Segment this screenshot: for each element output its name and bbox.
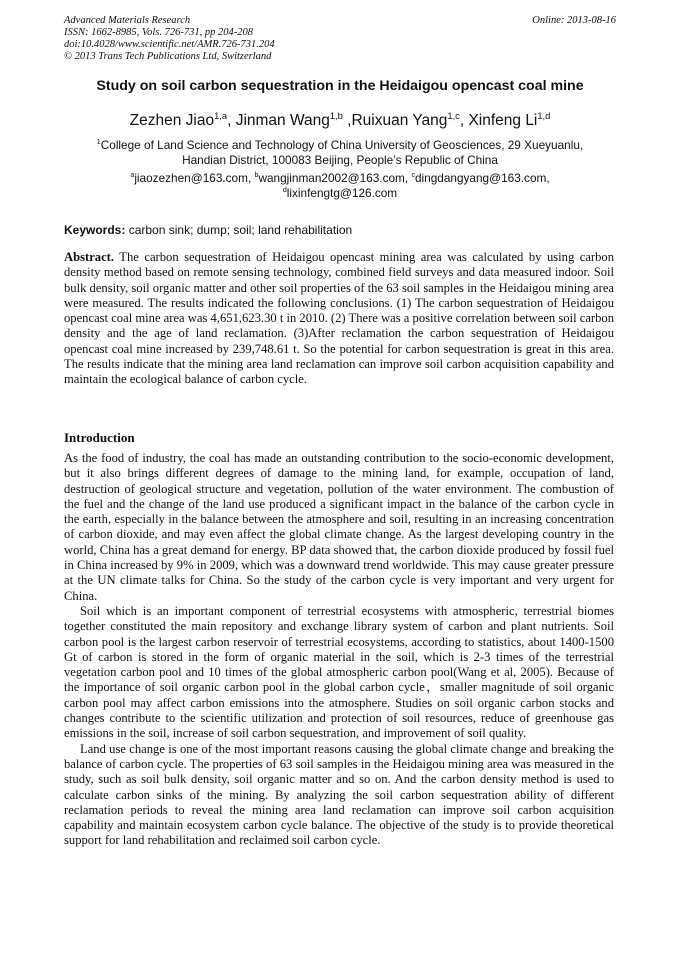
affiliation: $^1$College of Land Science and Technology of China University of Geosciences, 29 Xueyuanlu, Handian District, 100083 Beijing, People’s Republic of China: [96, 138, 584, 167]
email: $^b$wangjinman2002@163.com,: [254, 171, 412, 185]
copyright-line: © 2013 Trans Tech Publications Ltd, Switzerland: [64, 51, 272, 62]
introduction-body: [64, 451, 614, 849]
introduction-heading: Introduction: [64, 430, 135, 445]
author: Jinman Wang$^{1,b}$ ,: [235, 110, 352, 129]
abstract-label: Abstract.: [64, 250, 115, 264]
author: Ruixuan Yang$^{1,c}$,: [351, 110, 469, 129]
journal-name: Advanced Materials Research: [64, 15, 191, 26]
abstract-text: The carbon sequestration of Heidaigou opencast mining area was calculated by using carbon density method based on remote sensing technology, combined field surveys and data measured indoor. Soil bulk density, soil organic matter and other soil properties of the 63 soil samples in the Heidaigou mining area were measured. The results indicated the following conclusions. (1) The carbon sequestration of Heidaigou opencast coal mine area was 4,651,623.30 t in 2010. (2) There was a positive correlation between soil carbon density and the age of land reclamation. (3)After reclamation the carbon sequestration of Heidaigou opencast coal mine increased by 239,748.61 t. So the potential for carbon sequestration is great in this area. The results indicate that the mining area land reclamation can improve soil carbon acquisition capability and maintain the ecological balance of carbon cycle.: [64, 250, 614, 387]
issn-line: ISSN: 1662-8985, Vols. 726-731, pp 204-208: [64, 27, 253, 38]
paper-title: Study on soil carbon sequestration in the Heidaigou opencast coal mine: [96, 78, 584, 94]
author: Zezhen Jiao$^{1,a}$,: [129, 110, 236, 129]
author-list: [64, 112, 616, 130]
keywords-label: Keywords:: [64, 223, 126, 237]
paragraph: Soil which is an important component of terrestrial ecosystems with atmospheric, terrestrial biomes together constituted the main repository and exchange library system of carbon and plant nutrients. Soil carbon pool is the largest carbon reservoir of terrestrial ecosystems, according to statistics, about 1400-1500 Gt of carbon is stored in the form of organic material in the soil, which is 2-3 times of the terrestrial vegetation carbon pool and 10 times of the global atmospheric carbon pool(Wang et al, 2005). Because of the importance of soil organic carbon pool in the global carbon cycle，smaller magnitude of soil organic carbon pool may affect carbon emissions into the atmosphere. Studies on soil organic carbon stocks and changes contribute to the scientific utilization and protection of soil resources, reduce of greenhouse gas emissions in the soil, increase of soil carbon sequestration, and improvement of soil quality.: [64, 603, 614, 741]
email: $^a$jiaozezhen@163.com,: [130, 171, 255, 185]
paragraph: As the food of industry, the coal has made an outstanding contribution to the socio-economic development, but it also brings different degrees of damage to the mining land, for example, occupation of land, destruction of geological structure and vegetation, pollution of the water environment. The combustion of the fuel and the change of the land use produced a significant impact in the balance of the carbon cycle in the earth, especially in the balance between the atmosphere and soil, resulting in an increasing concentration of carbon dioxide, and may even affect the global climate change. As the largest developing country in the world, China has a great demand for energy. BP data showed that, the carbon dioxide produced by fossil fuel in China increased by 9% in 2009, which was a downward trend worldwide. This may cause greater pressure at the UN climate talks for China. So the study of the carbon cycle is very important and very urgent for China.: [64, 451, 614, 603]
doi-line: doi:10.4028/www.scientific.net/AMR.726-731.204: [64, 39, 275, 50]
email: $^c$dingdangyang@163.com,: [411, 171, 550, 185]
author-emails: [64, 171, 616, 200]
keywords-text: carbon sink; dump; soil; land rehabilitation: [128, 223, 353, 237]
online-date: Online: 2013-08-16: [532, 15, 616, 26]
author: Xinfeng Li$^{1,d}$: [468, 110, 551, 129]
keywords: [64, 223, 616, 237]
abstract: [64, 250, 614, 388]
paragraph: Land use change is one of the most important reasons causing the global climate change and breaking the balance of carbon cycle. The properties of 63 soil samples in the Heidaigou mining area was measured in the study, such as soil bulk density, soil organic matter and so on. And the carbon density method is used to calculate carbon sinks of the mining. By analyzing the soil carbon sequestration ability of different reclamation periods to reveal the mining area land reclamation can improve soil carbon acquisition capability and maintain ecosystem carbon cycle balance. The objective of the study is to provide theoretical support for land rehabilitation and reclaimed soil carbon cycle.: [64, 741, 614, 848]
journal-header: [64, 15, 616, 63]
email: $^d$lixinfengtg@126.com: [282, 185, 398, 200]
